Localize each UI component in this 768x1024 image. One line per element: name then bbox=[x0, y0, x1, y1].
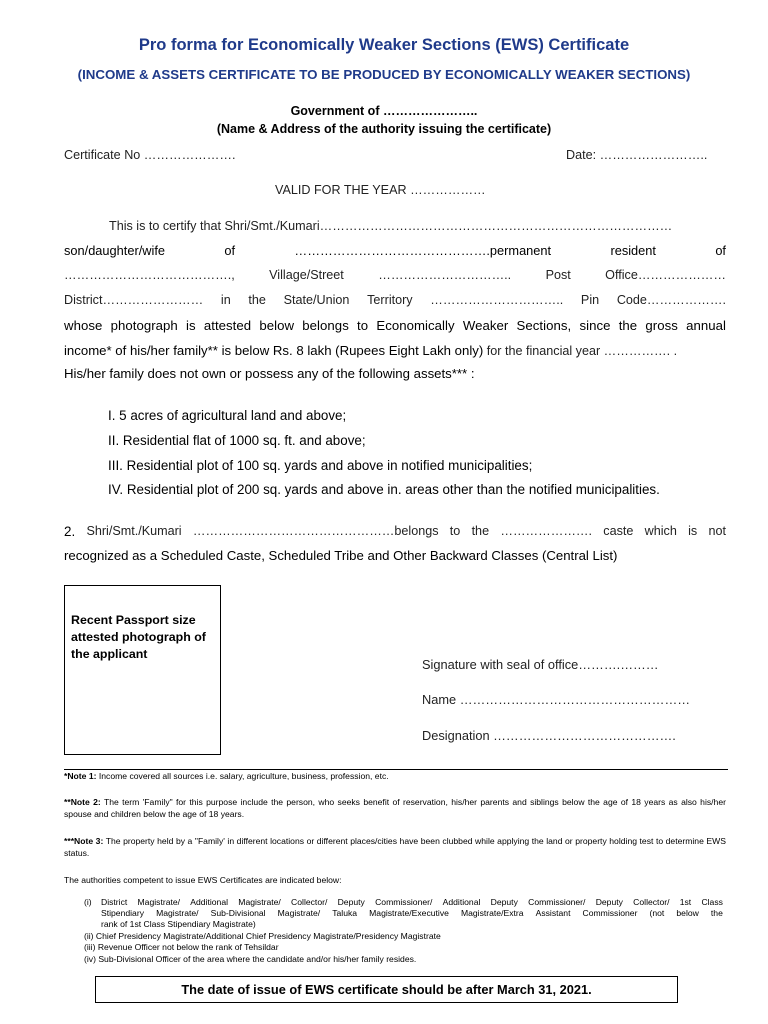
district-line bbox=[64, 293, 726, 307]
authority-word: Deputy bbox=[595, 897, 623, 907]
caste-line bbox=[64, 524, 726, 539]
scheduled-caste-line: recognized as a Scheduled Caste, Scheduled Tribe and Other Backward Classes (Central List) bbox=[64, 548, 618, 563]
authority-word: Commissioner bbox=[582, 908, 638, 918]
authority-word: Taluka bbox=[332, 908, 358, 918]
relation-word: of bbox=[715, 243, 726, 258]
note-1-label: *Note 1: bbox=[64, 771, 97, 781]
authorities-intro: The authorities competent to issue EWS Certificates are indicated below: bbox=[64, 875, 342, 885]
note-1 bbox=[64, 770, 726, 782]
authority-word: District bbox=[101, 897, 128, 907]
caste-word: …………………. bbox=[500, 524, 592, 538]
authority-word: 1st bbox=[679, 897, 692, 907]
address-word: Village/Street bbox=[269, 268, 344, 282]
note-2 bbox=[64, 796, 726, 820]
authority-item-iv: (iv) Sub-Divisional Officer of the area where the candidate and/or his/her family resides. bbox=[84, 954, 417, 964]
designation-field: Designation ……………………………………. bbox=[422, 728, 676, 743]
address-word: …………………………………., bbox=[64, 268, 235, 282]
authority-word: Magistrate/ bbox=[238, 897, 281, 907]
caste-word: Shri/Smt./Kumari bbox=[86, 524, 182, 538]
authority-word: Assistant bbox=[535, 908, 571, 918]
note-3-label: ***Note 3: bbox=[64, 836, 104, 846]
authority-word: Commissioner/ bbox=[375, 897, 433, 907]
authority-item-iii: (iii) Revenue Officer not below the rank of Tehsildar bbox=[84, 942, 279, 952]
caste-word: is bbox=[688, 524, 698, 538]
address-word: Post bbox=[545, 268, 571, 282]
financial-year-text: for the financial year ……………. . bbox=[483, 344, 678, 358]
caste-word: …………………………………………belongs bbox=[192, 524, 439, 538]
form-title: Pro forma for Economically Weaker Sections (EWS) Certificate bbox=[138, 36, 630, 54]
district-word: Pin bbox=[580, 293, 600, 307]
authority-word: Magistrate/ bbox=[156, 908, 199, 918]
district-word: Code………………. bbox=[616, 293, 726, 307]
para2-number: 2. bbox=[64, 524, 76, 539]
authority-word: Magistrate/Extra bbox=[460, 908, 524, 918]
assets-intro-line: His/her family does not own or possess any of the following assets*** : bbox=[64, 366, 475, 381]
address-word: ………………………….. bbox=[378, 268, 512, 282]
asset-item: III. Residential plot of 100 sq. yards and above in notified municipalities; bbox=[108, 458, 533, 473]
district-word: State/Union bbox=[283, 293, 350, 307]
district-word: Territory bbox=[367, 293, 413, 307]
relation-word: resident bbox=[610, 243, 656, 258]
photograph-box bbox=[64, 585, 221, 755]
authority-item-i-line-1 bbox=[101, 897, 723, 908]
date-field: Date: …………………….. bbox=[566, 148, 708, 162]
authority-word: Deputy bbox=[337, 897, 365, 907]
district-word: in bbox=[220, 293, 231, 307]
address-word: Office………………… bbox=[605, 268, 726, 282]
income-text: income* of his/her family** is below Rs. 8 lakh (Rupees Eight Lakh only) bbox=[64, 343, 484, 358]
authority-word: below bbox=[676, 908, 699, 918]
photograph-attested-line: whose photograph is attested below belongs to Economically Weaker Sections, since the gross annual bbox=[64, 318, 726, 333]
authority-word: the bbox=[710, 908, 723, 918]
authority-word: Commissioner/ bbox=[528, 897, 586, 907]
relation-line bbox=[64, 243, 726, 258]
valid-for-year-field: VALID FOR THE YEAR ……………… bbox=[275, 183, 486, 197]
authority-word: Collector/ bbox=[291, 897, 328, 907]
authority-word: Collector/ bbox=[633, 897, 670, 907]
authority-word: Sub-Divisional bbox=[210, 908, 266, 918]
relation-word: ……………………………………….permanent bbox=[294, 243, 552, 258]
district-word: the bbox=[248, 293, 266, 307]
address-line bbox=[64, 268, 726, 282]
note-3 bbox=[64, 835, 726, 859]
caste-word: to bbox=[449, 524, 461, 538]
note-2-text: The term 'Family" for this purpose include the person, who seeks benefit of reservation, his/her parents and siblings below the age of 18 years as also his/her spouse and children below the age of 18 years. bbox=[64, 797, 726, 819]
authority-word: Additional bbox=[442, 897, 481, 907]
authority-word: Magistrate/ bbox=[277, 908, 321, 918]
asset-item: I. 5 acres of agricultural land and above; bbox=[108, 408, 347, 423]
certify-line: This is to certify that Shri/Smt./Kumari………………………………………………………………………… bbox=[109, 219, 673, 233]
authority-word: Class bbox=[701, 897, 723, 907]
asset-item: IV. Residential plot of 200 sq. yards and above in. areas other than the notified municipalities. bbox=[108, 482, 660, 497]
income-line bbox=[64, 342, 677, 360]
caste-word: the bbox=[471, 524, 490, 538]
authority-word: Magistrate/ bbox=[137, 897, 181, 907]
government-of-line: Government of ………………….. bbox=[290, 104, 478, 118]
authority-item-i-line-2 bbox=[101, 908, 723, 919]
note-3-text: The property held by a "Family' in different locations or different places/cities have been clubbed while applying the land or property holding test to determine EWS status. bbox=[64, 836, 726, 858]
authority-item-i-line-3: rank of 1st Class Stipendiary Magistrate) bbox=[101, 919, 256, 929]
note-2-label: **Note 2: bbox=[64, 797, 101, 807]
district-word: ………………………….. bbox=[430, 293, 564, 307]
caste-word: caste bbox=[603, 524, 634, 538]
authority-word: (not bbox=[649, 908, 665, 918]
relation-word: son/daughter/wife bbox=[64, 243, 166, 258]
authority-item-ii: (ii) Chief Presidency Magistrate/Additional Chief Presidency Magistrate/Presidency Magistrate bbox=[84, 931, 441, 941]
authority-word: Magistrate/Executive bbox=[369, 908, 449, 918]
asset-item: II. Residential flat of 1000 sq. ft. and above; bbox=[108, 433, 366, 448]
form-subtitle: (INCOME & ASSETS CERTIFICATE TO BE PRODUCED BY ECONOMICALLY WEAKER SECTIONS) bbox=[77, 67, 691, 82]
certificate-number-field: Certificate No …………………. bbox=[64, 148, 236, 162]
authority-word: Deputy bbox=[490, 897, 518, 907]
district-word: District…………………… bbox=[64, 293, 204, 307]
issuing-authority-line: (Name & Address of the authority issuing the certificate) bbox=[216, 122, 552, 136]
note-1-text: Income covered all sources i.e. salary, agriculture, business, profession, etc. bbox=[96, 771, 389, 781]
authority-item-number: (i) bbox=[84, 897, 92, 907]
issue-date-notice: The date of issue of EWS certificate should be after March 31, 2021. bbox=[95, 976, 678, 1003]
name-field: Name ……………………………………………… bbox=[422, 692, 691, 707]
authority-word: Stipendiary bbox=[101, 908, 144, 918]
caste-word: not bbox=[708, 524, 726, 538]
caste-word: which bbox=[644, 524, 677, 538]
authority-word: Additional bbox=[190, 897, 229, 907]
relation-word: of bbox=[224, 243, 236, 258]
photograph-box-label: Recent Passport size attested photograph of the applicant bbox=[71, 613, 206, 661]
signature-seal-field: Signature with seal of office……….……… bbox=[422, 657, 659, 672]
